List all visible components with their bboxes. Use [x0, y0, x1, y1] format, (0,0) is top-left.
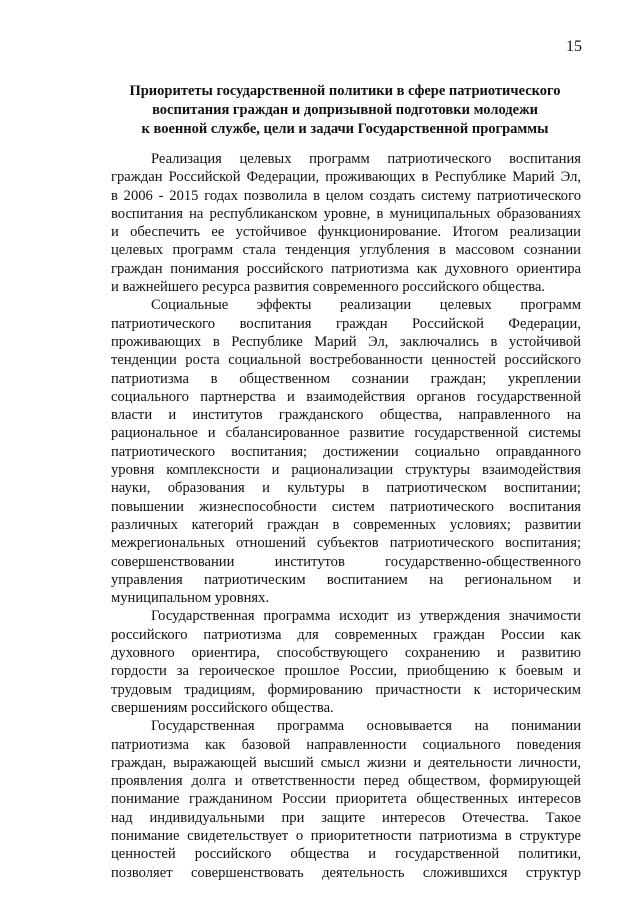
text-line: власти и институтов гражданского общества, направленного на [111, 407, 581, 424]
text-line: патриотизма как базовой направленности социального поведения [111, 736, 581, 753]
text-line: уровня комплексности и рационализации структуры взаимодействия [111, 462, 581, 479]
text-line: граждан, выражающей высший смысл жизни и деятельности личности, [111, 754, 581, 771]
text-line: совершенствовании институтов государственно-общественного [111, 553, 581, 570]
text-line: духовного ориентира, способствующего сохранению и развитию [111, 645, 581, 662]
text-line: Социальные эффекты реализации целевых программ [151, 297, 581, 314]
heading-line: воспитания граждан и допризывной подготовки молодежи [152, 102, 538, 118]
text-line: тенденции роста социальной востребованности ценностей российского [111, 352, 581, 369]
heading-line: к военной службе, цели и задачи Государственной программы [141, 121, 549, 137]
text-line: межрегиональных отношений субъектов патриотического воспитания; [111, 535, 581, 552]
text-line: воспитания на республиканском уровне, в муниципальных образованиях [111, 205, 581, 222]
text-line: и важнейшего ресурса развития современного российского общества. [111, 279, 546, 296]
text-line: патриотического воспитания; достижении социально оправданного [111, 443, 581, 460]
text-line: над индивидуальными при защите интересов Отечества. Такое [111, 809, 581, 826]
section-heading [100, 82, 590, 139]
text-line: гордости за героическое прошлое России, приобщению к боевым и [111, 663, 581, 680]
text-line: ценностей российского общества и государственной политики, [111, 846, 581, 863]
text-line: понимание свидетельствует о приоритетности патриотизма в структуре [111, 827, 581, 844]
text-line: трудовым традициям, формированию причастности к историческим [111, 681, 581, 698]
text-line: Реализация целевых программ патриотического воспитания [151, 151, 581, 167]
heading-line: Приоритеты государственной политики в сфере патриотического [129, 83, 561, 99]
text-line: и обеспечить ее устойчивое функционирование. Итогом реализации [111, 224, 581, 241]
text-line: управления патриотическим воспитанием на региональном и [111, 571, 581, 588]
text-line: муниципальном уровнях. [111, 590, 270, 607]
text-line: рациональное и сбалансированное развитие государственной системы [111, 425, 581, 442]
paragraph-4 [111, 717, 581, 882]
text-line: свершениям российского общества. [111, 699, 334, 716]
text-line: граждан Российской Федерации, проживающих в Республике Марий Эл, [111, 169, 581, 186]
text-line: Государственная программа основывается на понимании [151, 718, 581, 735]
text-line: науки, образования и культуры в патриотическом воспитании; [111, 480, 581, 497]
text-line: проживающих в Республике Марий Эл, заключались в устойчивой [111, 333, 581, 350]
text-line: в 2006 - 2015 годах позволила в целом создать систему патриотического [111, 187, 581, 204]
text-line: граждан понимания российского патриотизма как духовного ориентира [111, 260, 581, 277]
text-line: позволяет совершенствовать деятельность сложившихся структур [111, 864, 581, 881]
text-line: понимание гражданином России приоритета общественных интересов [111, 791, 581, 808]
paragraph-2 [111, 296, 581, 607]
text-line: патриотизма в общественном сознании граждан; укреплении [111, 370, 581, 387]
text-line: российского патриотизма для современных граждан России как [111, 626, 581, 643]
text-line: проявления долга и ответственности перед обществом, формирующей [111, 773, 581, 790]
text-line: повышении жизнеспособности систем патриотического воспитания [111, 498, 581, 515]
text-line: социального партнерства и взаимодействия органов государственной [111, 388, 581, 405]
text-line: Государственная программа исходит из утверждения значимости [151, 608, 581, 625]
paragraph-3 [111, 607, 581, 717]
paragraph-1 [111, 150, 581, 296]
text-line: патриотического воспитания граждан Российской Федерации, [111, 315, 581, 332]
document-body [111, 150, 581, 882]
text-line: различных категорий граждан в современных условиях; развитии [111, 516, 581, 533]
text-line: целевых программ стала тенденция углубления в массовом сознании [111, 242, 581, 259]
page-number: 15 [566, 38, 582, 55]
